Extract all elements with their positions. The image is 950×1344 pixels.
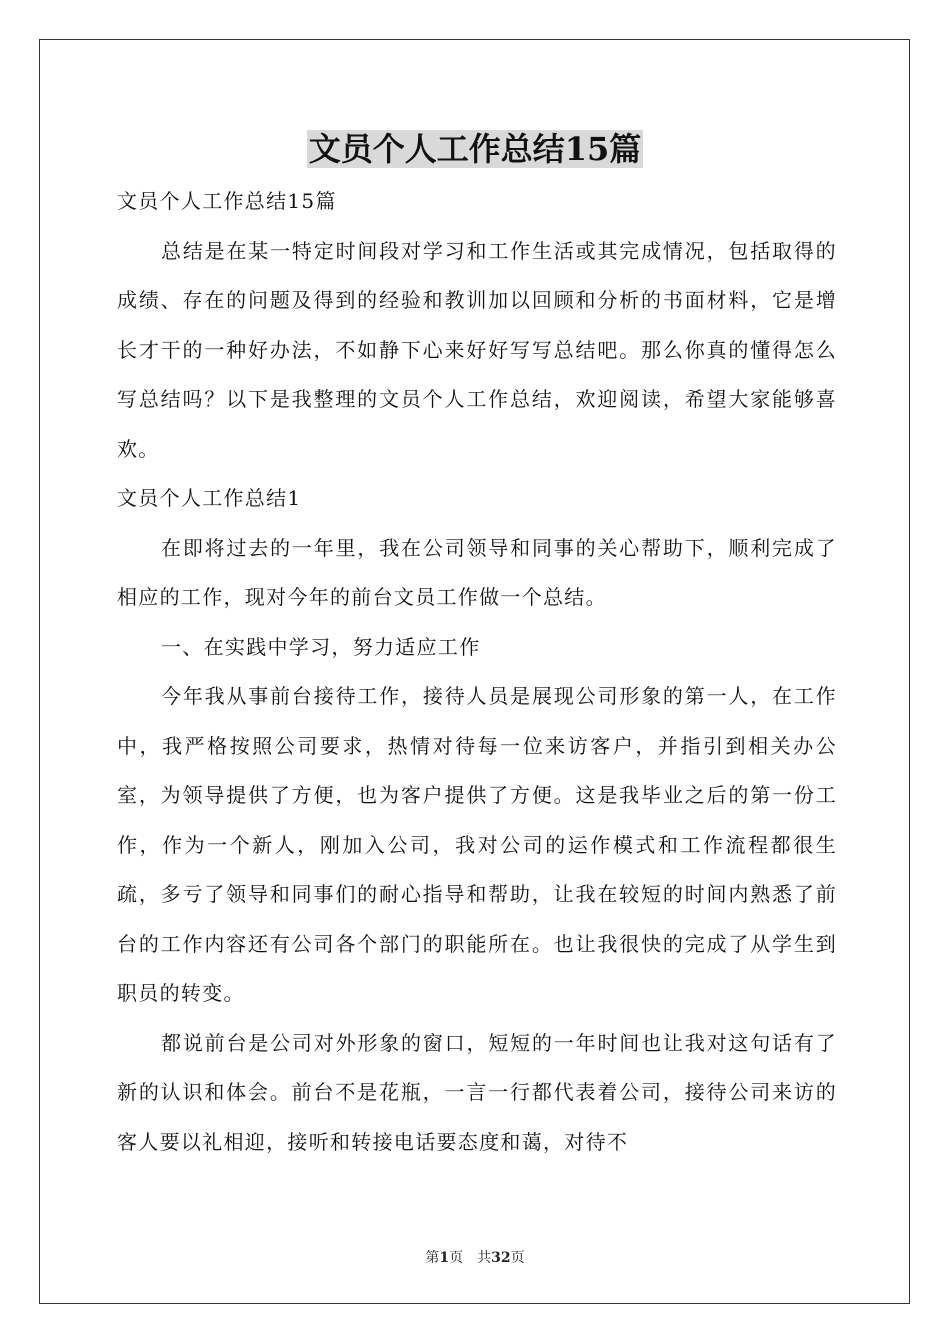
paragraph-subtitle: 文员个人工作总结15篇 (117, 189, 337, 213)
total-suffix: 页 (510, 1250, 525, 1266)
total-pages: 32 (491, 1250, 511, 1266)
document-body (117, 177, 837, 1167)
paragraph-intro: 总结是在某一特定时间段对学习和工作生活或其完成情况，包括取得的成绩、存在的问题及得到的经验和教训加以回顾和分析的书面材料，它是增长才干的一种好办法，不如静下心来好好写写总结吧。那么你真的懂得怎么写总结吗？以下是我整理的文员个人工作总结，欢迎阅读，希望大家能够喜欢。 (117, 238, 837, 461)
document-title-text: 文员个人工作总结15篇 (308, 130, 642, 168)
page-number: 1 (439, 1250, 450, 1266)
document-title (0, 124, 950, 174)
paragraph: 在即将过去的一年里，我在公司领导和同事的关心帮助下，顺利完成了相应的工作，现对今年的前台文员工作做一个总结。 (117, 535, 837, 609)
page-footer (0, 1247, 950, 1267)
total-prefix: 共 (477, 1250, 492, 1266)
paragraph: 今年我从事前台接待工作，接待人员是展现公司形象的第一人，在工作中，我严格按照公司要求，热情对待每一位来访客户，并指引到相关办公室，为领导提供了方便，也为客户提供了方便。这是我毕业之后的第一份工作，作为一个新人，刚加入公司，我对公司的运作模式和工作流程都很生疏，多亏了领导和同事们的耐心指导和帮助，让我在较短的时间内熟悉了前台的工作内容还有公司各个部门的职能所在。也让我很快的完成了从学生到职员的转变。 (117, 684, 837, 1005)
subsection-heading: 一、在实践中学习，努力适应工作 (161, 634, 481, 659)
page-prefix: 第 (425, 1250, 440, 1266)
section-heading: 文员个人工作总结1 (117, 486, 302, 510)
paragraph: 都说前台是公司对外形象的窗口，短短的一年时间也让我对这句话有了新的认识和体会。前台不是花瓶，一言一行都代表着公司，接待公司来访的客人要以礼相迎，接听和转接电话要态度和蔼，对待不 (117, 1030, 837, 1154)
page-suffix: 页 (449, 1250, 464, 1266)
